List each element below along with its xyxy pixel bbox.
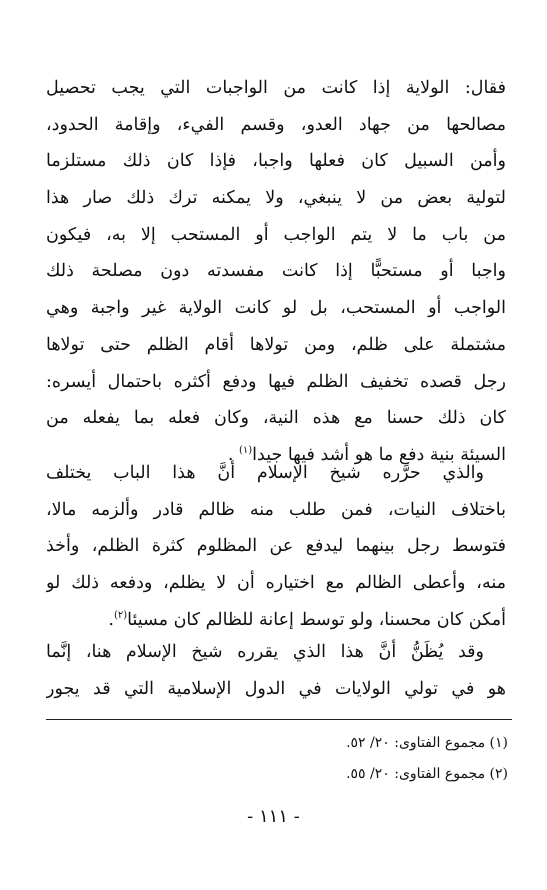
text-line: كان ذلك حسنا مع هذه النية، وكان فعله بما يفعله من bbox=[46, 408, 506, 429]
text-line: وأمن السبيل كان فعلها واجبا، فإذا كان ذلك مستلزما bbox=[46, 151, 506, 172]
text-line: رجل قصده تخفيف الظلم فيها ودفع أكثره باحتمال أيسره: bbox=[46, 371, 506, 392]
paragraph-2 bbox=[46, 455, 506, 638]
paragraph-1 bbox=[46, 70, 506, 474]
text-line: لتولية بعض من لا ينبغي، ولا يمكنه ترك ذلك صار هذا bbox=[46, 188, 506, 209]
text-segment-end: . bbox=[227, 444, 239, 465]
text-line: هو في تولي الولايات في الدول الإسلامية التي قد يجور bbox=[46, 678, 506, 699]
text-line-last bbox=[46, 602, 506, 639]
text-line-first: والذي حرَّره شيخ الإسلام أنَّ هذا الباب يختلف bbox=[46, 463, 484, 483]
text-line: فقال: الولاية إذا كانت من الواجبات التي يجب تحصيل bbox=[46, 78, 506, 98]
text-line: باختلاف النيات، فمن طلب منه ظالم قادر وألزمه مالا، bbox=[46, 499, 506, 520]
text-line-first: وقد يُظَنُّ أنَّ هذا الذي يقرره شيخ الإسلام هنا، إنَّما bbox=[46, 642, 484, 662]
text-line: مصالحها من جهاد العدو، وقسم الفيء، وإقامة الحدود، bbox=[46, 114, 506, 135]
footnote-separator bbox=[46, 719, 512, 720]
text-line: واجبا أو مستحبًّا إذا كانت مفسدته دون مصلحة ذلك bbox=[46, 261, 506, 282]
text-line: فتوسط رجل بينهما ليدفع عن المظلوم كثرة الظلم، وأخذ bbox=[46, 536, 506, 557]
footnote-1: (١) مجموع الفتاوى: ٢٠/ ٥٢. bbox=[346, 735, 508, 751]
paragraph-3 bbox=[46, 634, 506, 707]
text-line: الواجب أو المستحب، بل لو كانت الولاية غير واجبة وهي bbox=[46, 298, 506, 319]
text-segment-end: . bbox=[108, 609, 114, 630]
footnote-2: (٢) مجموع الفتاوى: ٢٠/ ٥٥. bbox=[346, 766, 508, 782]
footnote-reference-1: (١) bbox=[238, 445, 253, 457]
text-segment: أمكن كان محسنا، ولو توسط إعانة للظالم كان مسيئا bbox=[127, 609, 506, 630]
footnote-reference-2: (٢) bbox=[113, 609, 128, 621]
page-number: - ١١١ - bbox=[247, 806, 300, 827]
text-line: مشتملة على ظلم، ومن تولاها أقام الظلم حتى تولاها bbox=[46, 334, 506, 355]
text-line: من باب ما لا يتم الواجب أو المستحب إلا به، فيكون bbox=[46, 224, 506, 245]
text-segment: السيئة بنية دفع ما هو أشد فيها جيدا bbox=[252, 444, 506, 465]
text-line: منه، وأعطى الظالم مع اختياره أن لا يظلم، ودفعه ذلك لو bbox=[46, 573, 506, 594]
footnotes bbox=[46, 728, 508, 790]
